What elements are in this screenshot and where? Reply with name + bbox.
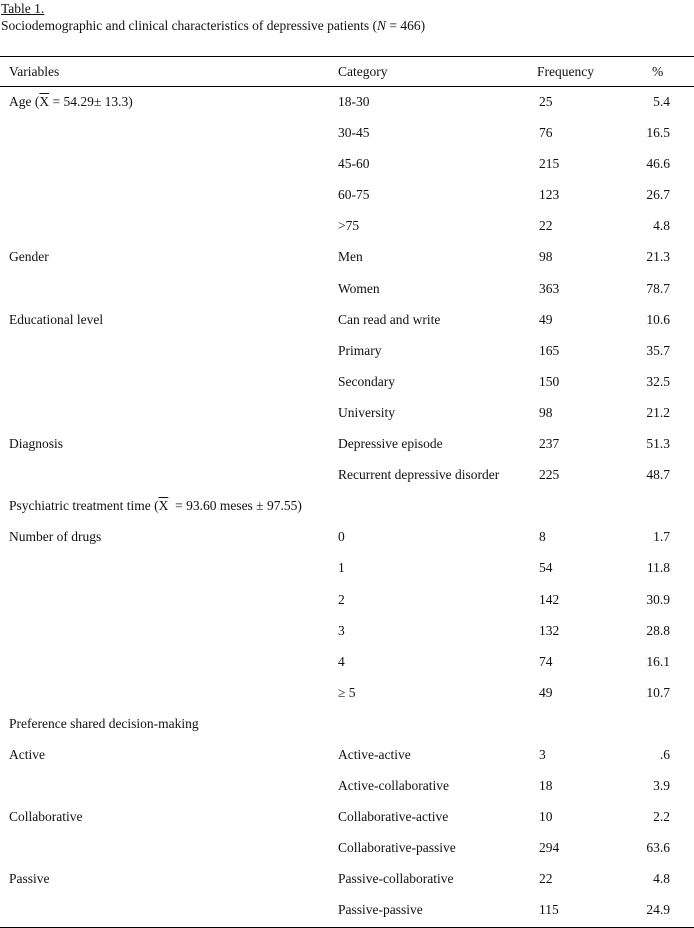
percent-cell: 2.2 [653,809,670,825]
frequency-cell: 363 [539,280,560,296]
table-row [0,367,694,398]
percent-cell: 1.7 [653,529,670,545]
percent-cell: 48.7 [646,467,670,483]
table-row [0,491,694,522]
percent-cell: 26.7 [646,187,670,203]
frequency-cell: 132 [539,622,560,638]
table-row [0,833,694,864]
variable-cell: Educational level [9,311,104,327]
category-cell: 1 [338,560,345,576]
variable-cell: Preference shared decision-making [9,715,199,731]
frequency-cell: 54 [539,560,553,576]
table-row [0,647,694,678]
percent-cell: 35.7 [646,342,670,358]
table-caption [1,17,425,34]
percent-cell: 16.5 [646,125,670,141]
category-cell: 4 [338,653,345,669]
table-row [0,460,694,491]
category-cell: >75 [338,218,360,234]
variable-cell: Diagnosis [9,436,63,452]
frequency-cell: 49 [539,684,553,700]
variable-cell: Gender [9,249,49,265]
frequency-cell: 76 [539,125,553,141]
category-cell: 0 [338,529,345,545]
variable-cell: Number of drugs [9,529,102,545]
variable-prefix: Age ( [9,94,40,109]
table-row [0,553,694,584]
category-cell: Passive-passive [338,902,423,918]
category-cell: Depressive episode [338,436,443,452]
table-row [0,771,694,802]
category-cell: Collaborative-active [338,809,449,825]
frequency-cell: 123 [539,187,560,203]
table-row [0,180,694,211]
table-row [0,429,694,460]
frequency-cell: 98 [539,404,553,420]
table-row [0,802,694,833]
category-cell: Can read and write [338,311,441,327]
percent-cell: .6 [659,746,670,762]
category-cell: Primary [338,342,382,358]
category-cell: Men [338,249,363,265]
frequency-cell: 49 [539,311,553,327]
caption-n-symbol: N [376,18,386,33]
frequency-cell: 8 [539,529,546,545]
category-cell: 18-30 [338,94,370,109]
table-row [0,522,694,553]
table-row [0,864,694,895]
table-title: Table 1. [1,1,45,16]
category-cell: Collaborative-passive [338,840,456,856]
table-row [0,585,694,616]
frequency-cell: 142 [539,591,560,607]
category-cell: 45-60 [338,156,370,172]
table-row [0,709,694,740]
table-row [0,398,694,429]
table-row [0,242,694,273]
mean-symbol: $\overline{X}$ [39,94,50,109]
table-row [0,118,694,149]
percent-cell: 3.9 [653,778,670,794]
table-row [0,678,694,709]
percent-cell: 10.7 [646,684,670,700]
percent-cell: 4.8 [653,871,670,887]
table-row [0,305,694,336]
variable-suffix: = 54.29± 13.3) [49,94,133,109]
category-cell: University [338,404,395,420]
frequency-cell: 3 [539,746,546,762]
frequency-cell: 25 [539,94,553,109]
frequency-cell: 22 [539,218,553,234]
table-body [0,87,694,927]
percent-cell: 46.6 [646,156,670,172]
mean-symbol: $\overline{X}$ [158,498,169,514]
table-row [0,336,694,367]
percent-cell: 21.3 [646,249,670,265]
variable-prefix: Psychiatric treatment time ( [9,498,159,514]
frequency-cell: 10 [539,809,553,825]
category-cell: ≥ 5 [338,684,356,700]
header-percent: % [652,64,664,79]
frequency-cell: 22 [539,871,553,887]
percent-cell: 63.6 [646,840,670,856]
frequency-cell: 18 [539,778,553,794]
table-row [0,211,694,242]
category-cell: Passive-collaborative [338,871,454,887]
variable-cell: Collaborative [9,809,83,825]
variable-suffix: = 93.60 meses ± 97.55) [168,498,302,514]
percent-cell: 11.8 [646,560,670,576]
caption-suffix: = 466) [386,18,426,33]
percent-cell: 4.8 [653,218,670,234]
frequency-cell: 294 [539,840,560,856]
frequency-cell: 115 [539,902,559,918]
percent-cell: 28.8 [646,622,670,638]
percent-cell: 24.9 [646,902,670,918]
data-table [0,56,694,928]
table-row [0,87,694,118]
table-row [0,274,694,305]
category-cell: Active-active [338,746,411,762]
frequency-cell: 225 [539,467,560,483]
table-row [0,740,694,771]
header-variables: Variables [9,64,60,79]
category-cell: 30-45 [338,125,370,141]
table-header [0,57,694,87]
frequency-cell: 98 [539,249,553,265]
category-cell: 60-75 [338,187,370,203]
percent-cell: 32.5 [646,373,670,389]
variable-cell [9,86,133,117]
table-row [0,616,694,647]
variable-cell: Passive [9,871,50,887]
percent-cell: 5.4 [653,94,670,109]
percent-cell: 30.9 [646,591,670,607]
category-cell: Recurrent depressive disorder [338,467,500,483]
caption-prefix: Sociodemographic and clinical characteristics of depressive patients ( [1,18,377,33]
percent-cell: 16.1 [646,653,670,669]
table-row [0,149,694,180]
category-cell: 3 [338,622,345,638]
category-cell: Active-collaborative [338,778,449,794]
variable-cell: Active [9,746,45,762]
header-category: Category [338,64,388,79]
variable-cell [9,490,302,521]
percent-cell: 10.6 [646,311,670,327]
header-frequency: Frequency [537,64,594,79]
percent-cell: 78.7 [646,280,670,296]
frequency-cell: 165 [539,342,560,358]
percent-cell: 51.3 [646,436,670,452]
percent-cell: 21.2 [646,404,670,420]
frequency-cell: 237 [539,436,560,452]
category-cell: Women [338,280,380,296]
category-cell: Secondary [338,373,395,389]
category-cell: 2 [338,591,345,607]
frequency-cell: 150 [539,373,560,389]
frequency-cell: 215 [539,156,560,172]
frequency-cell: 74 [539,653,553,669]
